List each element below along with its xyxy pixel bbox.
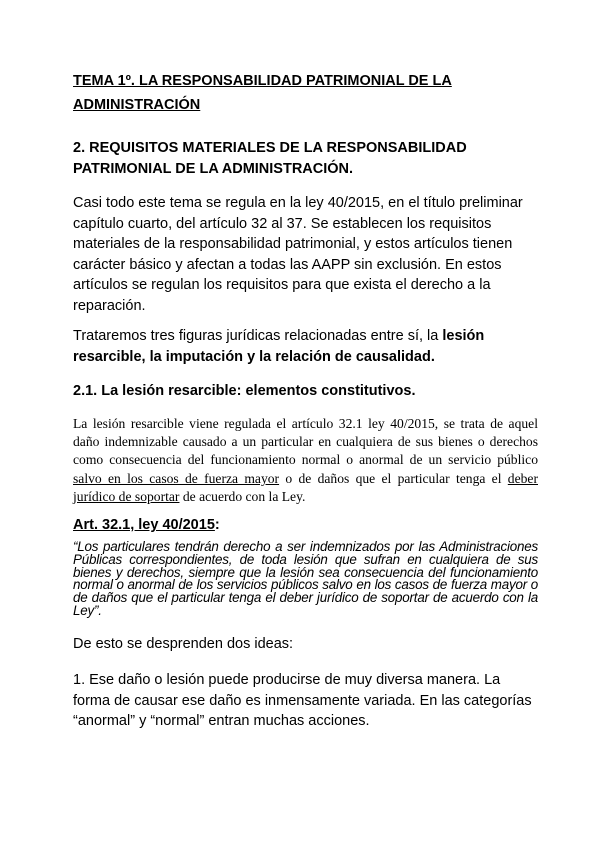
idea-1-paragraph: 1. Ese daño o lesión puede producirse de muy diversa manera. La forma de causar ese daño es inmensamente variada. En las categorías “anormal” y “normal” entran muchas acciones. [73,672,532,729]
fuerza-mayor-underline: salvo en los casos de fuerza mayor [73,470,280,486]
title-line-1: TEMA 1º. LA RESPONSABILIDAD PATRIMONIAL DE LA [73,73,452,89]
figures-prefix: Trataremos tres figuras jurídicas relacionadas entre sí, la [73,328,443,344]
section-2-heading-line-2: PATRIMONIAL DE LA ADMINISTRACIÓN. [73,161,354,177]
lesion-text-3: de acuerdo con la Ley. [179,488,306,504]
section-2-heading [73,138,538,180]
figures-bold: lesión resarcible, la imputación y la relación de causalidad. [73,328,485,365]
article-label [73,515,538,535]
deber-juridico-underline: deber jurídico de soportar [73,470,538,504]
document-title [73,69,538,117]
intro-paragraph: Casi todo este tema se regula en la ley 40/2015, en el título preliminar capítulo cuarto, del artículo 32 al 37. Se establecen los requisitos materiales de la responsabilidad patrimonial, y estos artículos tienen carácter básico y afectan a todas las AAPP sin exclusión. En estos artículos se regulan los requisitos para que exista el derecho a la reparación. [73,195,523,314]
lesion-text-1: La lesión resarcible viene regulada el artículo 32.1 ley 40/2015, se trata de aquel daño indemnizable causado a un particular en cualquiera de sus bienes o derechos como consecuencia del funcionamiento normal o anormal de un servicio público [73,416,538,468]
article-quote: “Los particulares tendrán derecho a ser indemnizados por las Administraciones Públicas correspondientes, de toda lesión que sufran en cualquiera de sus bienes y derechos, siempre que la lesión sea consecuencia del funcionamiento normal o anormal de los servicios públicos salvo en los casos de fuerza mayor o de daños que el particular tenga el deber jurídico de soportar de acuerdo con la Ley”. [73,539,538,618]
two-ideas-paragraph: De esto se desprenden dos ideas: [73,636,294,652]
title-line-2: ADMINISTRACIÓN [73,97,201,113]
section-2-heading-line-1: 2. REQUISITOS MATERIALES DE LA RESPONSABILIDAD [73,140,467,156]
subsection-2-1-heading: 2.1. La lesión resarcible: elementos constitutivos. [73,383,416,399]
article-label-text: Art. 32.1, ley 40/2015 [73,517,215,533]
article-label-colon: : [214,517,220,533]
lesion-paragraph [73,415,538,506]
figures-paragraph [73,326,538,367]
lesion-text-2: o de daños que el particular tenga el [279,470,508,486]
